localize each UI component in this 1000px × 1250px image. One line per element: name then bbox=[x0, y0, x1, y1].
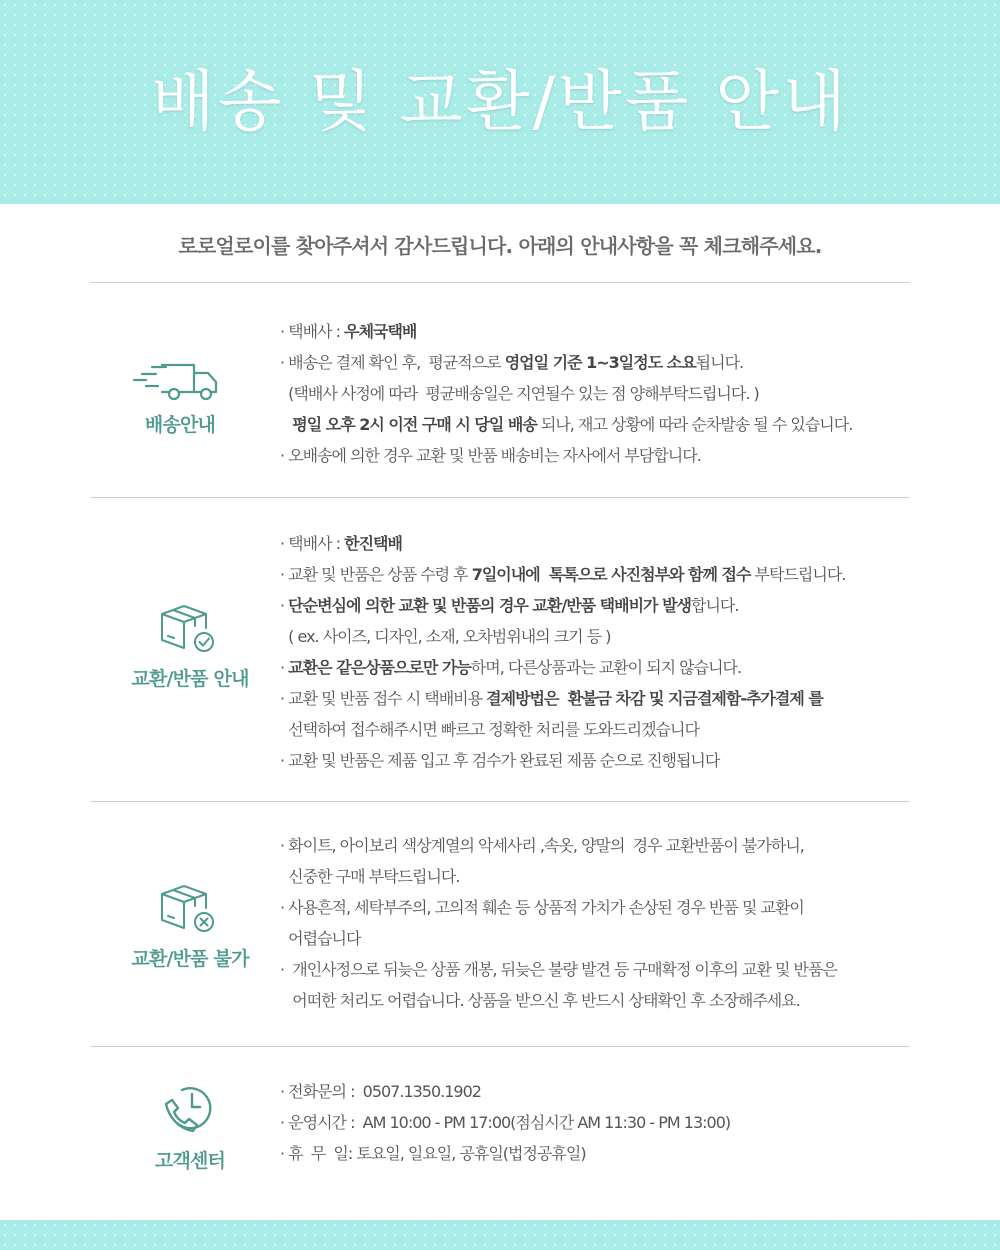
info-text: 부탁드립니다. bbox=[750, 565, 846, 584]
info-text: 되나, 재고 상황에 따라 순차발송 될 수 있습니다. bbox=[536, 415, 853, 434]
info-text: · 오배송에 의한 경우 교환 및 반품 배송비는 자사에서 부담합니다. bbox=[280, 446, 701, 465]
info-text: ( ex. 사이즈, 디자인, 소재, 오차범위내의 크기 등 ) bbox=[280, 627, 611, 646]
phone-clock-icon bbox=[162, 1080, 218, 1136]
section-customer-center bbox=[90, 1076, 910, 1186]
emphasis-text: 평일 오후 2시 이전 구매 시 당일 배송 bbox=[292, 415, 537, 434]
info-line bbox=[280, 590, 920, 621]
box-x-icon bbox=[158, 880, 218, 936]
info-line bbox=[280, 621, 920, 652]
emphasis-text: 교환은 같은상품으로만 가능 bbox=[288, 658, 471, 677]
section-no-exchange bbox=[90, 830, 910, 1030]
info-text: · 택배사 : bbox=[280, 322, 345, 341]
info-text: · 전화문의 : 0507.1350.1902 bbox=[280, 1082, 481, 1101]
info-line bbox=[280, 861, 920, 892]
info-text: · 운영시간 : AM 10:00 - PM 17:00(점심시간 AM 11:30 - PM 13:00) bbox=[280, 1113, 731, 1132]
info-line bbox=[280, 714, 920, 745]
section-lines bbox=[280, 1076, 920, 1169]
info-text: (택배사 사정에 따라 평균배송일은 지연될수 있는 점 양해부탁드립니다. ) bbox=[280, 384, 759, 403]
info-line bbox=[280, 985, 920, 1016]
emphasis-text: 영업일 기준 1~3일정도 소요 bbox=[504, 353, 696, 372]
info-text: 하며, 다른상품과는 교환이 되지 않습니다. bbox=[470, 658, 742, 677]
info-text: 선택하여 접수해주시면 빠르고 정확한 처리를 도와드리겠습니다 bbox=[280, 720, 699, 739]
info-text bbox=[280, 415, 292, 434]
info-line bbox=[280, 923, 920, 954]
info-text: · 택배사 : bbox=[280, 534, 345, 553]
divider bbox=[90, 801, 910, 802]
banner bbox=[0, 0, 1000, 204]
info-text: · 교환 및 반품은 제품 입고 후 검수가 완료된 제품 순으로 진행됩니다 bbox=[280, 751, 720, 770]
info-line bbox=[280, 954, 920, 985]
info-line bbox=[280, 1138, 920, 1169]
section-label: 고객센터 bbox=[154, 1150, 226, 1172]
info-text: · bbox=[280, 596, 289, 615]
info-text: 어떠한 처리도 어렵습니다. 상품을 받으신 후 반드시 상태확인 후 소장해주세요. bbox=[280, 991, 800, 1010]
section-label: 교환/반품 불가 bbox=[131, 948, 249, 970]
box-check-icon bbox=[158, 600, 218, 656]
emphasis-text: 단순변심에 의한 교환 및 반품의 경우 교환/반품 택배비가 발생 bbox=[288, 596, 691, 615]
emphasis-text: 한진택배 bbox=[344, 534, 402, 553]
emphasis-text: 결제방법은 환불금 차감 및 지금결제함-추가결제 를 bbox=[486, 689, 823, 708]
section-label: 배송안내 bbox=[144, 414, 216, 436]
info-text: 어렵습니다 bbox=[280, 929, 361, 948]
info-line bbox=[280, 409, 920, 440]
page-title: 배송 및 교환/반품 안내 bbox=[151, 63, 849, 140]
info-line bbox=[280, 1076, 920, 1107]
info-line bbox=[280, 378, 920, 409]
info-line bbox=[280, 1107, 920, 1138]
info-text: · bbox=[280, 658, 289, 677]
divider bbox=[90, 1046, 910, 1047]
info-text: · 휴 무 일: 토요일, 일요일, 공휴일(법정공휴일) bbox=[280, 1144, 586, 1163]
divider bbox=[90, 282, 910, 283]
info-text: · 화이트, 아이보리 색상계열의 악세사리 ,속옷, 양말의 경우 교환반품이 불가하니, bbox=[280, 836, 804, 855]
divider bbox=[90, 497, 910, 498]
delivery-truck-icon bbox=[132, 360, 228, 402]
info-line bbox=[280, 683, 920, 714]
info-text: · 교환 및 반품 접수 시 택배비용 bbox=[280, 689, 487, 708]
info-line bbox=[280, 745, 920, 776]
intro-text: 로로얼로이를 찾아주셔서 감사드립니다. 아래의 안내사항을 꼭 체크해주세요. bbox=[178, 234, 822, 258]
info-text: 신중한 구매 부탁드립니다. bbox=[280, 867, 460, 886]
info-text: · 배송은 결제 확인 후, 평균적으로 bbox=[280, 353, 505, 372]
section-label: 교환/반품 안내 bbox=[131, 668, 249, 690]
section-lines bbox=[280, 830, 920, 1016]
info-text: · 교환 및 반품은 상품 수령 후 bbox=[280, 565, 472, 584]
footer-strip bbox=[0, 1220, 1000, 1250]
info-text: · 사용흔적, 세탁부주의, 고의적 훼손 등 상품적 가치가 손상된 경우 반품 및 교환이 bbox=[280, 898, 804, 917]
info-text: · 개인사정으로 뒤늦은 상품 개봉, 뒤늦은 불량 발견 등 구매확정 이후의 교환 및 반품은 bbox=[280, 960, 837, 979]
section-shipping bbox=[90, 316, 910, 486]
info-text: 합니다. bbox=[690, 596, 739, 615]
emphasis-text: 우체국택배 bbox=[344, 322, 417, 341]
info-line bbox=[280, 316, 920, 347]
info-line bbox=[280, 559, 920, 590]
info-line bbox=[280, 347, 920, 378]
emphasis-text: 7일이내에 톡톡으로 사진첨부와 함께 접수 bbox=[471, 565, 751, 584]
info-line bbox=[280, 440, 920, 471]
info-line bbox=[280, 830, 920, 861]
section-lines bbox=[280, 316, 920, 471]
section-exchange bbox=[90, 528, 910, 788]
info-line bbox=[280, 652, 920, 683]
section-lines bbox=[280, 528, 920, 776]
info-line bbox=[280, 892, 920, 923]
info-line bbox=[280, 528, 920, 559]
info-text: 됩니다. bbox=[695, 353, 744, 372]
